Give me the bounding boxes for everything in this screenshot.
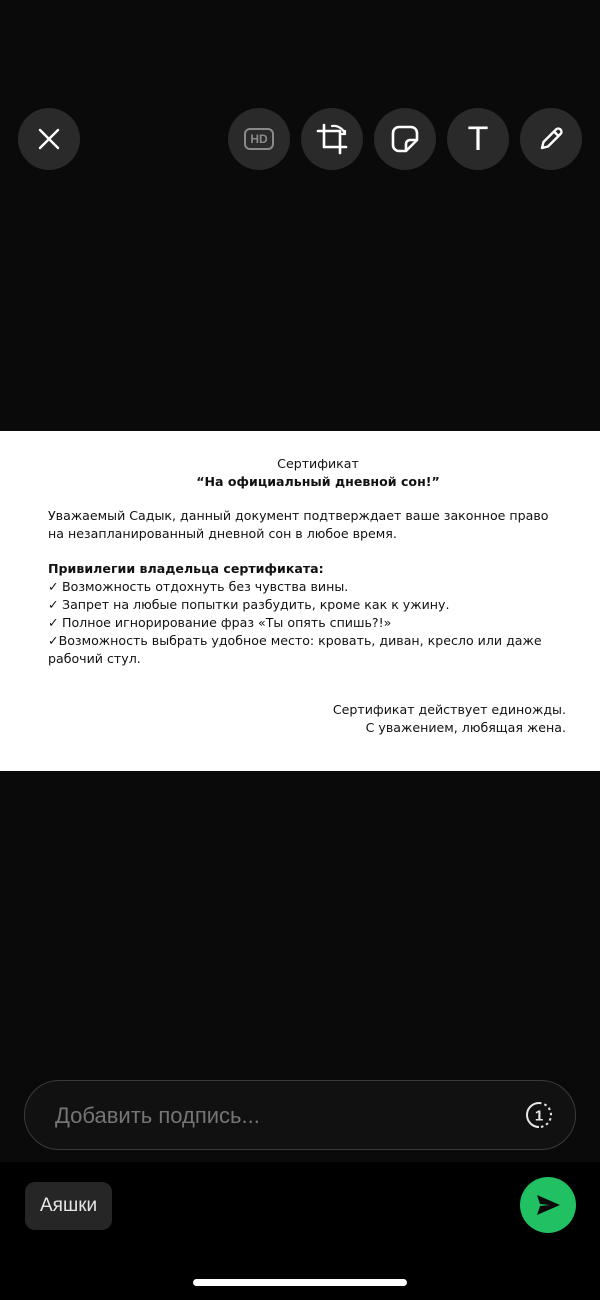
privilege-text: Запрет на любые попытки разбудить, кроме как к ужину. bbox=[62, 597, 450, 612]
send-button[interactable] bbox=[520, 1177, 576, 1233]
draw-button[interactable] bbox=[520, 108, 582, 170]
privilege-text: Полное игнорирование фраз «Ты опять спишь?!» bbox=[62, 615, 392, 630]
caption-field[interactable] bbox=[24, 1080, 576, 1150]
close-icon bbox=[37, 127, 61, 151]
privilege-item bbox=[48, 614, 566, 632]
check-icon: ✓ bbox=[48, 579, 59, 594]
view-once-label: 1 bbox=[534, 1107, 544, 1125]
sticker-icon bbox=[390, 124, 420, 154]
crop-rotate-icon bbox=[315, 122, 349, 156]
send-icon bbox=[534, 1191, 562, 1219]
sticker-button[interactable] bbox=[374, 108, 436, 170]
privilege-item bbox=[48, 632, 566, 668]
privilege-item bbox=[48, 596, 566, 614]
check-icon: ✓ bbox=[48, 597, 59, 612]
recipient-chip[interactable]: Аяшки bbox=[25, 1182, 112, 1230]
pencil-icon bbox=[537, 125, 565, 153]
privilege-text: Возможность отдохнуть без чувства вины. bbox=[62, 579, 349, 594]
hd-quality-button[interactable] bbox=[228, 108, 290, 170]
certificate-signature: С уважением, любящая жена. bbox=[365, 720, 566, 735]
certificate-image bbox=[0, 431, 600, 771]
crop-rotate-button[interactable] bbox=[301, 108, 363, 170]
view-once-icon[interactable] bbox=[525, 1101, 553, 1129]
certificate-validity: Сертификат действует единожды. bbox=[332, 702, 566, 717]
home-indicator bbox=[193, 1279, 407, 1286]
text-tool-button[interactable] bbox=[447, 108, 509, 170]
check-icon: ✓ bbox=[48, 633, 59, 648]
caption-input[interactable] bbox=[53, 1081, 497, 1151]
close-button[interactable] bbox=[18, 108, 80, 170]
certificate-intro: Уважаемый Садык, данный документ подтверждает ваше законное право на незапланированный дневной сон в любое время. bbox=[48, 508, 549, 541]
hd-icon: HD bbox=[244, 128, 274, 150]
privilege-item bbox=[48, 578, 566, 596]
privilege-text: Возможность выбрать удобное место: кровать, диван, кресло или даже рабочий стул. bbox=[48, 633, 542, 666]
text-icon: T bbox=[467, 120, 489, 158]
check-icon: ✓ bbox=[48, 615, 59, 630]
certificate-subtitle: “На официальный дневной сон!” bbox=[196, 474, 440, 489]
certificate-title: Сертификат bbox=[277, 456, 359, 471]
privileges-heading: Привилегии владельца сертификата: bbox=[48, 561, 324, 576]
